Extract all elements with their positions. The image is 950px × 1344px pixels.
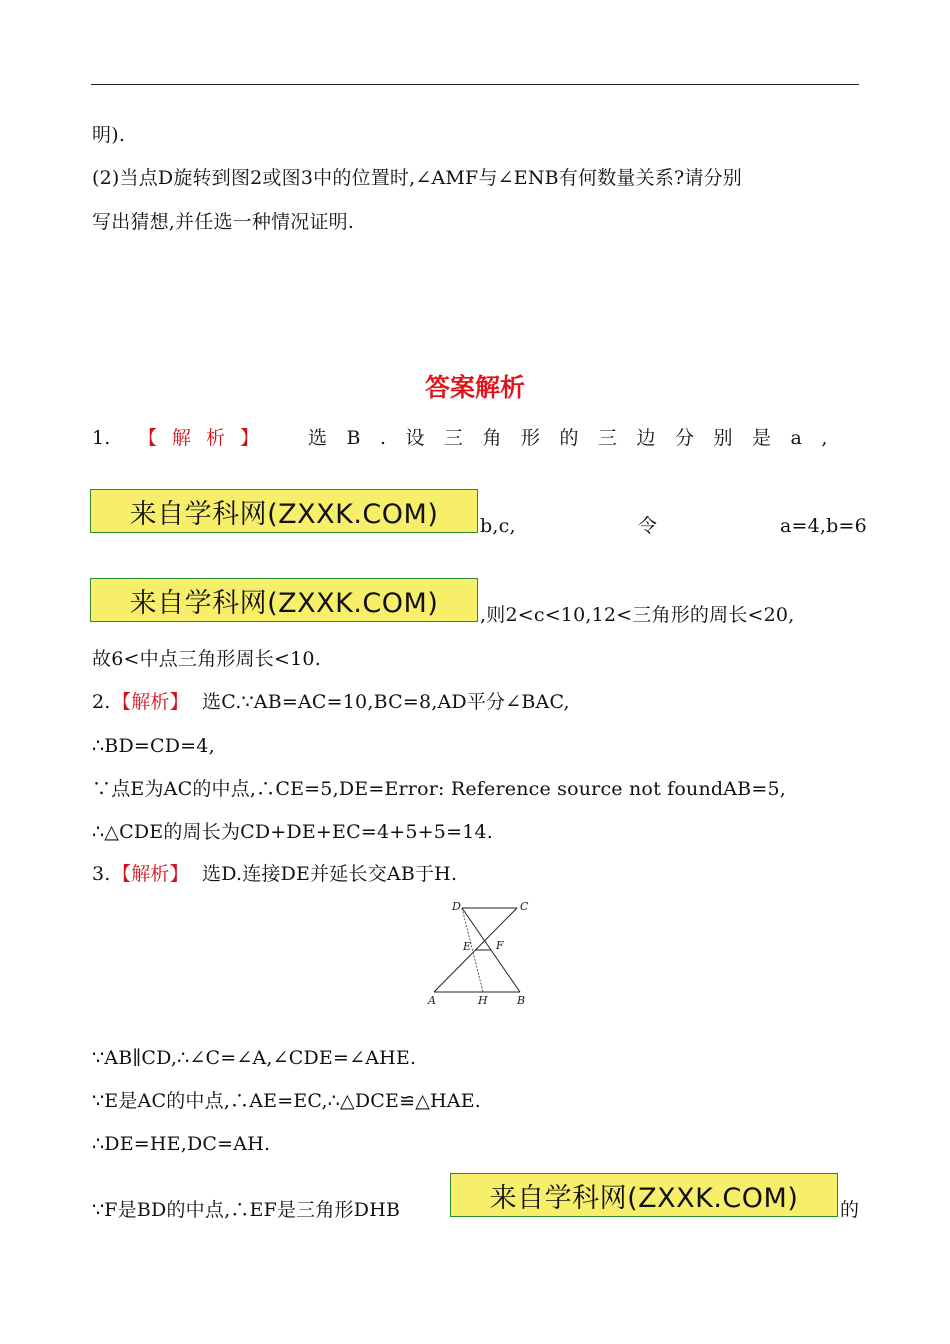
q2-number: 2. (92, 691, 111, 713)
label-f: F (496, 939, 504, 952)
watermark-image: 来自学科网(ZXXK.COM) (450, 1173, 838, 1217)
q1-tag: 【解析】 (138, 427, 275, 449)
q1-text: a=4,b=6 (780, 515, 867, 537)
q2-text: ∵点E为AC的中点,∴CE=5,DE=Error: Reference source not foundAB=5, (92, 778, 786, 800)
q3-text: ∵F是BD的中点,∴EF是三角形DHB (92, 1199, 401, 1221)
text-line: 写出猜想,并任选一种情况证明. (92, 211, 355, 233)
q1-text: 令 (638, 515, 658, 537)
q3-text: ∵AB∥CD,∴∠C=∠A,∠CDE=∠AHE. (92, 1047, 417, 1069)
q2-text: 选C.∵AB=AC=10,BC=8,AD平分∠BAC, (202, 691, 570, 713)
text-line: (2)当点D旋转到图2或图3中的位置时,∠AMF与∠ENB有何数量关系?请分别 (92, 167, 743, 189)
text-line: 明). (92, 124, 126, 146)
q2-tag: 【解析】 (112, 691, 189, 713)
q1-text: b,c, (480, 515, 516, 537)
label-e: E (463, 940, 472, 953)
q3-text: ∵E是AC的中点,∴AE=EC,∴△DCE≌△HAE. (92, 1090, 482, 1112)
q3-text: 选D.连接DE并延长交AB于H. (202, 863, 458, 885)
q1-number: 1. (92, 427, 111, 449)
q1-text: ,则2<c<10,12<三角形的周长<20, (480, 604, 795, 626)
q3-text: 的 (840, 1199, 860, 1221)
label-b: B (517, 994, 526, 1007)
watermark-image: 来自学科网(ZXXK.COM) (90, 489, 478, 533)
header-rule (91, 84, 859, 85)
q3-tag: 【解析】 (112, 863, 189, 885)
label-h: H (478, 994, 488, 1007)
label-a: A (428, 994, 436, 1007)
q3-text: ∴DE=HE,DC=AH. (92, 1133, 271, 1155)
watermark-image: 来自学科网(ZXXK.COM) (90, 578, 478, 622)
q1-text: 故6<中点三角形周长<10. (92, 648, 321, 670)
q3-number: 3. (92, 863, 111, 885)
q1-text: 选B.设三角形的三边分别是a, (308, 427, 847, 449)
label-d: D (452, 900, 461, 913)
geometry-figure (420, 896, 540, 1008)
label-c: C (520, 900, 529, 913)
answer-title: 答案解析 (424, 373, 525, 402)
q2-text: ∴BD=CD=4, (92, 735, 215, 757)
q2-text: ∴△CDE的周长为CD+DE+EC=4+5+5=14. (92, 821, 494, 843)
